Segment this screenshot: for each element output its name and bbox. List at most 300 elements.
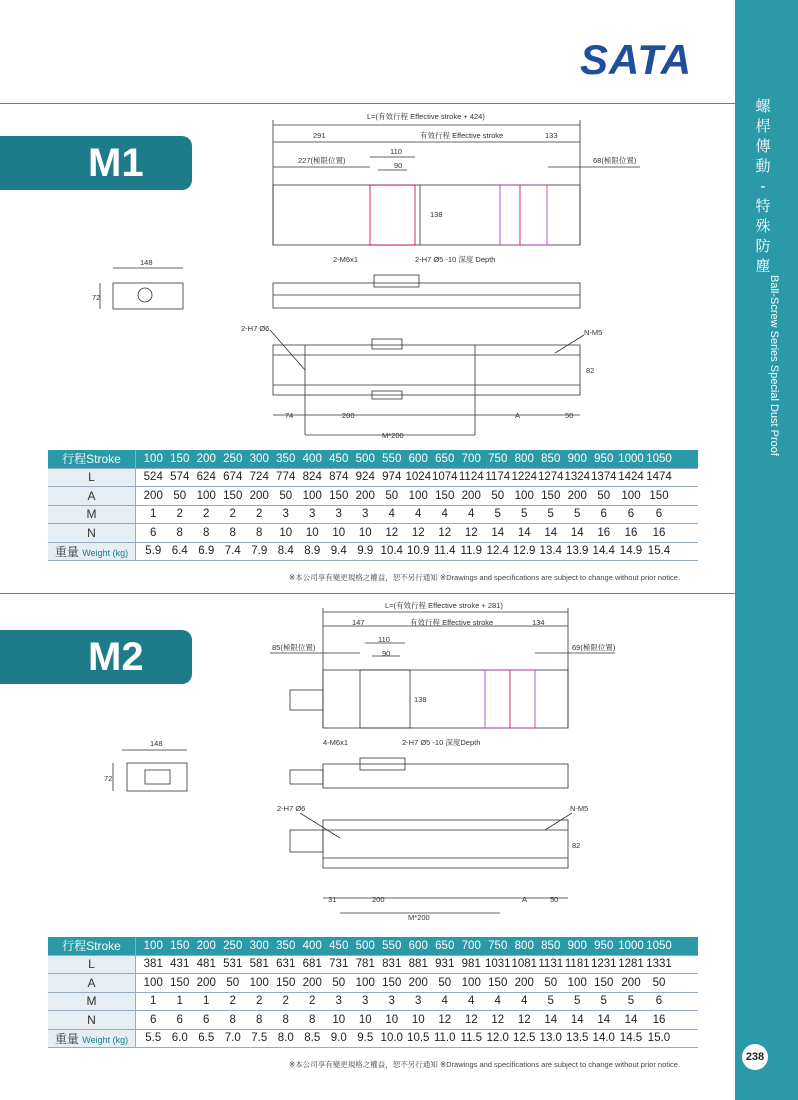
spec-cell: 4 (494, 995, 501, 1008)
spec-cell: 10.4 (380, 545, 403, 558)
spec-cell: 100 (567, 976, 587, 989)
spec-cell: 200 (249, 489, 269, 502)
m1-h7-pin-label: 2-H7 Ø6 (241, 324, 270, 333)
spec-cell: 7.4 (224, 545, 241, 558)
spec-cell: 3 (282, 508, 289, 521)
m2-dim-L: L=(有效行程 Effective stroke + 281) (385, 601, 503, 610)
spec-cell: 381 (143, 958, 163, 971)
spec-row (48, 542, 698, 561)
spec-cell: 6 (600, 508, 607, 521)
spec-row-label-text: M (86, 507, 97, 522)
spec-cell: 8 (203, 526, 210, 539)
spec-row-values (136, 974, 699, 993)
spec-cell: 924 (355, 471, 375, 484)
spec-cell: 5 (521, 508, 528, 521)
spec-row-values (136, 955, 699, 974)
spec-cell: 100 (514, 489, 534, 502)
spec-cell: 1031 (484, 958, 511, 971)
spec-row (48, 505, 698, 524)
spec-cell: 500 (355, 452, 375, 465)
spec-cell: 950 (594, 452, 614, 465)
spec-cell: 14.0 (592, 1032, 615, 1045)
m2-m6-label: 4-M6x1 (323, 738, 349, 747)
spec-cell: 50 (597, 489, 611, 502)
spec-cell: 850 (541, 939, 561, 952)
page-number: 238 (742, 1044, 768, 1070)
spec-cell: 14 (544, 526, 558, 539)
spec-cell: 850 (541, 452, 561, 465)
spec-cell: 550 (382, 939, 402, 952)
spec-cell: 7.0 (224, 1032, 241, 1045)
spec-cell: 10 (358, 1013, 372, 1026)
spec-cell: 5 (547, 508, 554, 521)
m2-technical-drawing (0, 598, 735, 928)
m1-dim-M200: M*200 (382, 431, 404, 440)
spec-cell: 9.9 (357, 545, 374, 558)
spec-cell: 100 (461, 976, 481, 989)
spec-cell: 11.4 (433, 545, 456, 558)
spec-cell: 1050 (646, 939, 672, 952)
spec-cell: 600 (408, 452, 428, 465)
spec-cell: 2 (203, 508, 210, 521)
spec-cell: 1000 (618, 452, 644, 465)
spec-cell: 11.5 (460, 1032, 483, 1045)
spec-cell: 200 (355, 489, 375, 502)
spec-cell: 8.4 (277, 545, 294, 558)
spec-cell: 200 (302, 976, 322, 989)
spec-row-unit: Weight (kg) (82, 1034, 129, 1045)
spec-cell: 10 (332, 526, 346, 539)
spec-cell: 100 (143, 452, 163, 465)
spec-cell: 481 (196, 958, 216, 971)
spec-row-label-text: A (87, 975, 96, 990)
m2-h7-pin-label: 2-H7 Ø6 (277, 804, 306, 813)
spec-cell: 14 (624, 1013, 638, 1026)
spec-cell: 300 (249, 452, 269, 465)
spec-cell: 1081 (511, 958, 538, 971)
spec-cell: 4 (441, 508, 448, 521)
spec-cell: 824 (302, 471, 322, 484)
section-divider (0, 593, 735, 594)
spec-row-values (136, 992, 699, 1011)
m2-notice: ※本公司享有變更規格之權益，恕不另行通知 ※Drawings and specifications are subject to change without prior notice. (288, 1060, 680, 1069)
m1-side-body (273, 283, 580, 308)
m1-end-height: 72 (92, 293, 101, 302)
spec-cell: 674 (223, 471, 243, 484)
m2-end-view (127, 763, 187, 791)
spec-cell: 15.4 (647, 545, 671, 558)
spec-cell: 100 (249, 976, 269, 989)
spec-cell: 1131 (538, 958, 564, 971)
spec-row-values (136, 450, 699, 468)
spec-cell: 12.5 (513, 1032, 536, 1045)
spec-cell: 8 (256, 1013, 263, 1026)
spec-cell: 100 (143, 976, 163, 989)
spec-cell: 2 (176, 508, 183, 521)
spec-cell: 2 (282, 995, 289, 1008)
spec-cell: 3 (388, 995, 395, 1008)
spec-cell: 200 (196, 976, 216, 989)
m2-dim-A: A (522, 895, 528, 904)
sidebar-char: 動 (755, 157, 771, 175)
spec-cell: 2 (256, 995, 263, 1008)
spec-cell: 16 (624, 526, 638, 539)
m2-dim-82: 82 (572, 841, 581, 850)
m2-dim-110: 110 (378, 635, 390, 644)
spec-cell: 8 (282, 1013, 289, 1026)
m1-dim-right: 133 (545, 131, 558, 140)
spec-cell: 4 (468, 508, 475, 521)
m1-dim-138: 138 (430, 210, 443, 219)
spec-cell: 624 (196, 471, 216, 484)
spec-cell: 1424 (618, 471, 644, 484)
spec-cell: 8.9 (304, 545, 321, 558)
spec-cell: 9.0 (330, 1032, 347, 1045)
sidebar-category-cn (748, 96, 778, 276)
spec-cell: 14.9 (619, 545, 643, 558)
spec-cell: 1124 (458, 471, 484, 484)
spec-row-label (48, 450, 136, 468)
m2-spec-body (48, 937, 698, 1048)
spec-cell: 1224 (511, 471, 538, 484)
m2-dim-M200: M*200 (408, 913, 430, 922)
spec-cell: 14 (517, 526, 531, 539)
sidebar-char: 螺 (755, 97, 771, 115)
spec-cell: 900 (567, 452, 587, 465)
spec-cell: 700 (461, 452, 481, 465)
spec-cell: 14 (570, 526, 584, 539)
m1-spec-table (48, 450, 698, 561)
spec-row-values (136, 542, 699, 561)
spec-cell: 250 (223, 452, 243, 465)
spec-row-values (136, 524, 699, 543)
spec-cell: 874 (329, 471, 349, 484)
spec-cell: 150 (382, 976, 402, 989)
spec-cell: 4 (441, 995, 448, 1008)
spec-row-label (48, 992, 136, 1011)
m1-nm5-label: N-M5 (584, 328, 603, 337)
spec-row-values (136, 505, 699, 524)
spec-row-label-text: N (87, 1012, 96, 1027)
spec-cell: 14 (491, 526, 505, 539)
spec-cell: 500 (355, 939, 375, 952)
spec-cell: 531 (223, 958, 243, 971)
spec-cell: 16 (597, 526, 611, 539)
spec-cell: 350 (276, 452, 296, 465)
spec-cell: 5 (574, 508, 581, 521)
spec-cell: 150 (329, 489, 349, 502)
spec-cell: 5 (574, 995, 581, 1008)
spec-row-label (48, 1011, 136, 1030)
spec-cell: 150 (170, 976, 190, 989)
spec-cell: 1474 (646, 471, 672, 484)
spec-cell: 731 (329, 958, 349, 971)
spec-cell: 4 (521, 995, 528, 1008)
m1-notice: ※本公司享有變更規格之權益，恕不另行通知 ※Drawings and specifications are subject to change without prior notice. (288, 573, 680, 582)
sidebar-char: 塵 (755, 257, 771, 275)
spec-row (48, 1029, 698, 1048)
spec-cell: 5 (547, 995, 554, 1008)
spec-row-label (48, 524, 136, 543)
spec-row-label-text: 行程Stroke (62, 939, 121, 954)
spec-cell: 8 (309, 1013, 316, 1026)
spec-row-label (48, 955, 136, 974)
sidebar-char: - (760, 177, 766, 195)
spec-row-label-text: 行程Stroke (62, 452, 121, 467)
spec-cell: 13.5 (566, 1032, 589, 1045)
spec-cell: 100 (143, 939, 163, 952)
sata-logo: SATA (580, 36, 693, 83)
spec-cell: 12 (464, 526, 478, 539)
spec-row-values (136, 468, 699, 487)
m1-top-body (273, 185, 580, 245)
m2-nm5-label: N-M5 (570, 804, 589, 813)
spec-cell: 14 (597, 1013, 611, 1026)
m1-dim-200: 200 (342, 411, 355, 420)
spec-cell: 8.0 (277, 1032, 294, 1045)
m2-dim-left: 147 (352, 618, 365, 627)
spec-cell: 5 (494, 508, 501, 521)
spec-cell: 10.9 (407, 545, 430, 558)
spec-row-values (136, 937, 699, 955)
spec-cell: 50 (226, 976, 240, 989)
spec-cell: 150 (170, 452, 190, 465)
m2-motor-mount (290, 690, 323, 710)
spec-cell: 650 (435, 939, 455, 952)
spec-row-values (136, 1011, 699, 1030)
spec-cell: 450 (329, 452, 349, 465)
sidebar-char: 特 (755, 197, 771, 215)
spec-row-label-text: A (87, 488, 96, 503)
m2-h7-hole-label: 2-H7 Ø5 -10 深度Depth (402, 738, 481, 747)
spec-cell: 150 (276, 976, 296, 989)
m1-dim-stroke: 有效行程 Effective stroke (420, 131, 504, 140)
spec-cell: 6 (150, 1013, 157, 1026)
spec-cell: 3 (415, 995, 422, 1008)
spec-cell: 7.9 (251, 545, 268, 558)
spec-cell: 3 (362, 995, 369, 1008)
m1-bottom-body (273, 345, 580, 395)
spec-cell: 2 (309, 995, 316, 1008)
spec-row-label (48, 1029, 136, 1048)
spec-row-label-text: M (86, 994, 97, 1009)
spec-cell: 931 (435, 958, 455, 971)
spec-cell: 50 (491, 489, 505, 502)
spec-cell: 6.0 (171, 1032, 188, 1045)
spec-cell: 431 (170, 958, 190, 971)
m2-dim-138: 138 (414, 695, 427, 704)
spec-cell: 774 (276, 471, 296, 484)
sidebar-char: 殊 (755, 217, 771, 235)
spec-row (48, 487, 698, 506)
m1-dim-L: L=(有效行程 Effective stroke + 424) (367, 112, 485, 121)
spec-cell: 7.5 (251, 1032, 268, 1045)
spec-cell: 6 (627, 508, 635, 521)
spec-cell: 1050 (646, 452, 672, 465)
spec-cell: 200 (143, 489, 163, 502)
spec-cell: 6.9 (198, 545, 215, 558)
spec-cell: 2 (229, 508, 236, 521)
spec-cell: 8 (176, 526, 183, 539)
spec-cell: 100 (408, 489, 428, 502)
spec-cell: 6.4 (171, 545, 188, 558)
m2-spec-table (48, 937, 698, 1048)
spec-cell: 12 (411, 526, 425, 539)
m2-dim-90: 90 (382, 649, 391, 658)
spec-row (48, 468, 698, 487)
m1-dim-82: 82 (586, 366, 595, 375)
m1-dim-left-limit: 227(極限位置) (298, 156, 346, 165)
spec-cell: 650 (435, 452, 455, 465)
spec-cell: 200 (196, 452, 216, 465)
spec-cell: 1 (203, 995, 210, 1008)
sidebar-char: 傳 (755, 137, 771, 155)
sidebar-char: 桿 (755, 117, 771, 135)
spec-row-label (48, 974, 136, 993)
m2-dim-stroke: 有效行程 Effective stroke (410, 618, 494, 627)
spec-cell: 150 (170, 939, 190, 952)
spec-cell: 12 (438, 526, 452, 539)
spec-cell: 16 (652, 526, 666, 539)
spec-cell: 50 (279, 489, 293, 502)
m1-spec-body (48, 450, 698, 561)
section-divider (0, 103, 735, 104)
spec-row-label-text: L (88, 470, 95, 485)
spec-cell: 5 (600, 995, 607, 1008)
spec-cell: 6 (203, 1013, 210, 1026)
spec-cell: 11.9 (460, 545, 483, 558)
m1-side-carriage (374, 275, 419, 287)
spec-cell: 974 (382, 471, 402, 484)
spec-cell: 150 (435, 489, 455, 502)
spec-cell: 681 (302, 958, 322, 971)
m1-h7-hole-label: 2-H7 Ø5 -10 深度 Depth (415, 255, 496, 264)
spec-cell: 350 (276, 939, 296, 952)
spec-row-label-text: N (87, 525, 96, 540)
spec-cell: 400 (302, 939, 322, 952)
spec-cell: 9.5 (357, 1032, 374, 1045)
m2-bottom-body (323, 820, 568, 868)
spec-cell: 9.4 (330, 545, 347, 558)
spec-cell: 1 (176, 995, 183, 1008)
spec-cell: 14 (570, 1013, 584, 1026)
spec-cell: 1 (150, 995, 157, 1008)
m2-dim-left-limit: 85(極限位置) (272, 643, 316, 652)
spec-row-values (136, 487, 699, 506)
sidebar-char: 防 (755, 237, 771, 255)
spec-cell: 3 (309, 508, 316, 521)
spec-cell: 6 (150, 526, 157, 539)
spec-cell: 14.4 (592, 545, 615, 558)
spec-cell: 200 (514, 976, 534, 989)
m1-carriage-left (370, 185, 415, 245)
spec-cell: 10.0 (380, 1032, 403, 1045)
spec-cell: 8.5 (304, 1032, 321, 1045)
spec-cell: 150 (649, 489, 669, 502)
model-title-m1: M1 (0, 136, 192, 190)
spec-cell: 50 (385, 489, 399, 502)
spec-row (48, 955, 698, 974)
m1-dim-A: A (515, 411, 521, 420)
spec-row-label (48, 937, 136, 955)
spec-cell: 11.0 (433, 1032, 456, 1045)
spec-cell: 15.0 (647, 1032, 671, 1045)
spec-row (48, 937, 698, 955)
m2-carriage-left (360, 670, 410, 728)
spec-cell: 550 (382, 452, 402, 465)
m2-dim-right-limit: 69(極限位置) (572, 643, 616, 652)
m2-end-height: 72 (104, 774, 113, 783)
spec-cell: 12.9 (513, 545, 536, 558)
spec-cell: 12 (464, 1013, 478, 1026)
spec-row-unit: Weight (kg) (82, 547, 129, 558)
spec-cell: 750 (488, 452, 508, 465)
spec-cell: 574 (170, 471, 190, 484)
spec-cell: 1181 (564, 958, 590, 971)
spec-cell: 1324 (564, 471, 591, 484)
spec-cell: 1024 (405, 471, 432, 484)
spec-cell: 14.5 (619, 1032, 643, 1045)
spec-cell: 1274 (537, 471, 564, 484)
spec-row (48, 1011, 698, 1030)
spec-cell: 50 (332, 976, 346, 989)
spec-cell: 200 (196, 939, 216, 952)
spec-cell: 50 (652, 976, 666, 989)
spec-cell: 3 (362, 508, 369, 521)
m2-end-width: 148 (150, 739, 163, 748)
spec-cell: 8 (229, 526, 236, 539)
spec-cell: 10 (358, 526, 372, 539)
spec-cell: 8 (229, 1013, 236, 1026)
spec-cell: 1074 (431, 471, 458, 484)
spec-cell: 150 (594, 976, 614, 989)
m1-dim-110: 110 (390, 147, 402, 156)
sidebar-category-en: Ball-Screw Series Special Dust Proof (768, 275, 780, 456)
spec-cell: 1331 (646, 958, 672, 971)
spec-row (48, 450, 698, 468)
spec-cell: 3 (335, 995, 342, 1008)
spec-cell: 16 (652, 1013, 666, 1026)
m2-dim-right: 134 (532, 618, 545, 627)
m1-dim-74: 74 (285, 411, 294, 420)
spec-cell: 250 (223, 939, 243, 952)
spec-cell: 6 (655, 995, 663, 1008)
spec-cell: 12 (385, 526, 399, 539)
spec-cell: 4 (388, 508, 395, 521)
m1-end-view (113, 283, 183, 309)
spec-cell: 700 (461, 939, 481, 952)
spec-cell: 50 (438, 976, 452, 989)
m2-dim-50: 50 (550, 895, 559, 904)
spec-cell: 10 (279, 526, 293, 539)
spec-cell: 1 (150, 508, 157, 521)
spec-row-label (48, 468, 136, 487)
spec-row (48, 524, 698, 543)
spec-cell: 200 (461, 489, 481, 502)
spec-cell: 12 (438, 1013, 452, 1026)
spec-cell: 2 (256, 508, 263, 521)
spec-cell: 1000 (618, 939, 644, 952)
spec-cell: 14 (544, 1013, 558, 1026)
spec-cell: 13.0 (539, 1032, 562, 1045)
spec-cell: 3 (335, 508, 342, 521)
spec-cell: 400 (302, 452, 322, 465)
spec-row-label (48, 505, 136, 524)
spec-cell: 600 (408, 939, 428, 952)
spec-cell: 50 (173, 489, 187, 502)
spec-row-label (48, 487, 136, 506)
spec-cell: 10 (385, 1013, 399, 1026)
